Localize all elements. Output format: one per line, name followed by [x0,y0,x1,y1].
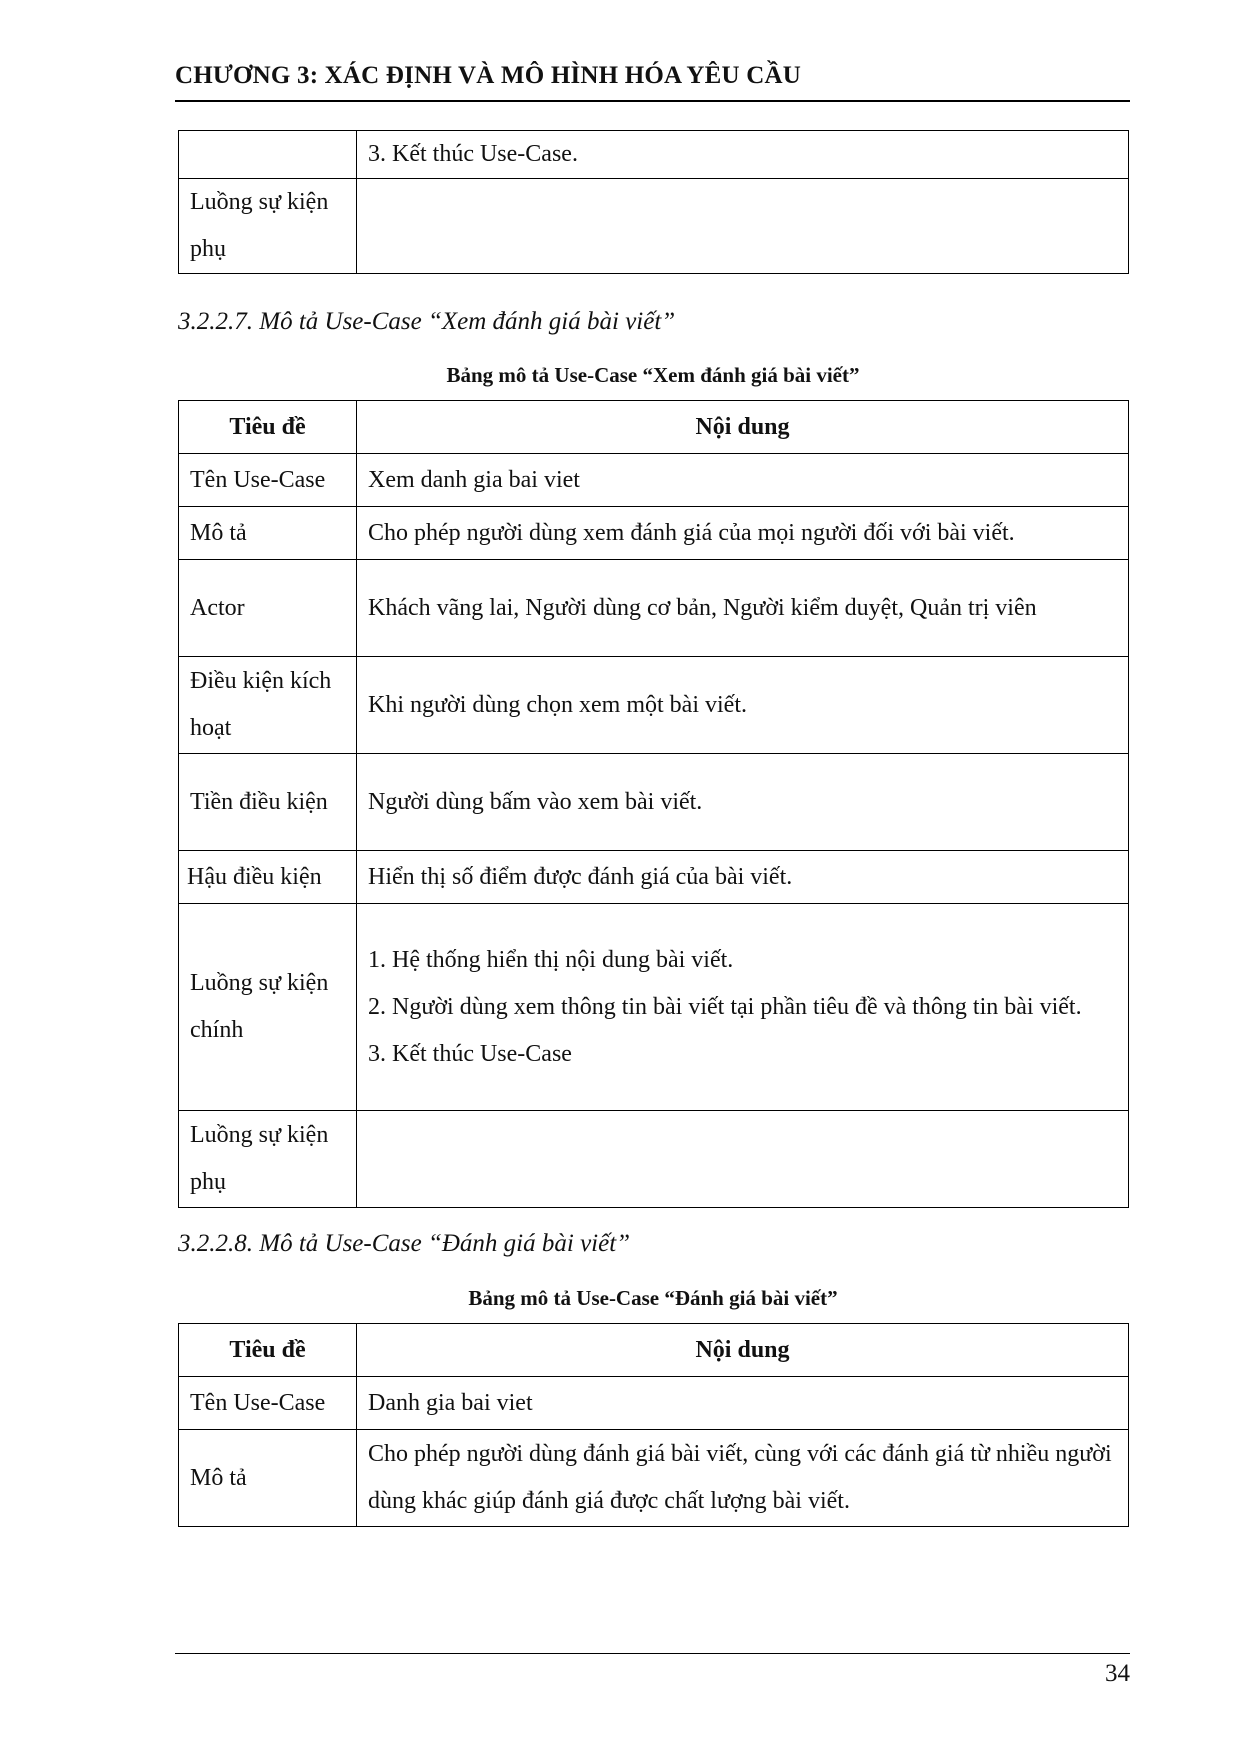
row-content: Cho phép người dùng đánh giá bài viết, cùng với các đánh giá từ nhiều người dùng khác giúp đánh giá được chất lượng bài viết. [357,1430,1129,1527]
row-label: Tên Use-Case [179,454,357,507]
row-label: Luồng sự kiện phụ [179,1111,357,1208]
col-header-title: Tiêu đề [179,401,357,454]
table-row [179,560,1129,657]
table-row [179,179,1129,274]
col-header-title: Tiêu đề [179,1324,357,1377]
flow-step: 3. Kết thúc Use-Case [368,1040,572,1067]
row-label: Tên Use-Case [179,1377,357,1430]
row-content: Cho phép người dùng xem đánh giá của mọi người đối với bài viết. [357,507,1129,560]
row-label: Luồng sự kiện chính [179,904,357,1111]
row-content: Xem danh gia bai viet [357,454,1129,507]
row-label: Tiền điều kiện [179,754,357,851]
row-label: Mô tả [179,507,357,560]
continued-table [178,130,1129,274]
table-row [179,1430,1129,1527]
row-label: Hậu điều kiện [179,851,357,904]
row-content: Danh gia bai viet [357,1377,1129,1430]
table-row [179,904,1129,1111]
row-label: Điều kiện kích hoạt [179,657,357,754]
table-header-row [179,401,1129,454]
col-header-content: Nội dung [357,401,1129,454]
table-row [179,1111,1129,1208]
flow-step: 1. Hệ thống hiển thị nội dung bài viết. [368,946,734,973]
header-rule [175,100,1130,102]
page-number: 34 [1105,1660,1130,1687]
row-label [179,131,357,179]
row-label: Luồng sự kiện phụ [179,179,357,274]
table-row [179,657,1129,754]
section-heading-8: 3.2.2.8. Mô tả Use-Case “Đánh giá bài viết” [178,1230,631,1257]
table-row [179,754,1129,851]
table-row [179,454,1129,507]
page-header-title: CHƯƠNG 3: XÁC ĐỊNH VÀ MÔ HÌNH HÓA YÊU CẦU [175,62,802,89]
usecase-table-8 [178,1323,1129,1527]
footer-rule [175,1653,1130,1654]
table-caption-7: Bảng mô tả Use-Case “Xem đánh giá bài viết” [446,363,860,387]
usecase-table-7 [178,400,1129,1208]
row-content: Khi người dùng chọn xem một bài viết. [357,657,1129,754]
row-content [357,1111,1129,1208]
table-caption-8: Bảng mô tả Use-Case “Đánh giá bài viết” [468,1286,838,1310]
row-content: Hiển thị số điểm được đánh giá của bài viết. [357,851,1129,904]
table-header-row [179,1324,1129,1377]
flow-step: 2. Người dùng xem thông tin bài viết tại phần tiêu đề và thông tin bài viết. [368,993,1082,1020]
row-content: 3. Kết thúc Use-Case. [357,131,1129,179]
row-content-steps [357,904,1129,1111]
table-row [179,131,1129,179]
table-row [179,507,1129,560]
row-content: Người dùng bấm vào xem bài viết. [357,754,1129,851]
row-content [357,179,1129,274]
table-row [179,1377,1129,1430]
col-header-content: Nội dung [357,1324,1129,1377]
section-heading-7: 3.2.2.7. Mô tả Use-Case “Xem đánh giá bài viết” [178,308,676,335]
row-label: Mô tả [179,1430,357,1527]
row-label: Actor [179,560,357,657]
table-row [179,851,1129,904]
row-content: Khách vãng lai, Người dùng cơ bản, Người kiểm duyệt, Quản trị viên [357,560,1129,657]
